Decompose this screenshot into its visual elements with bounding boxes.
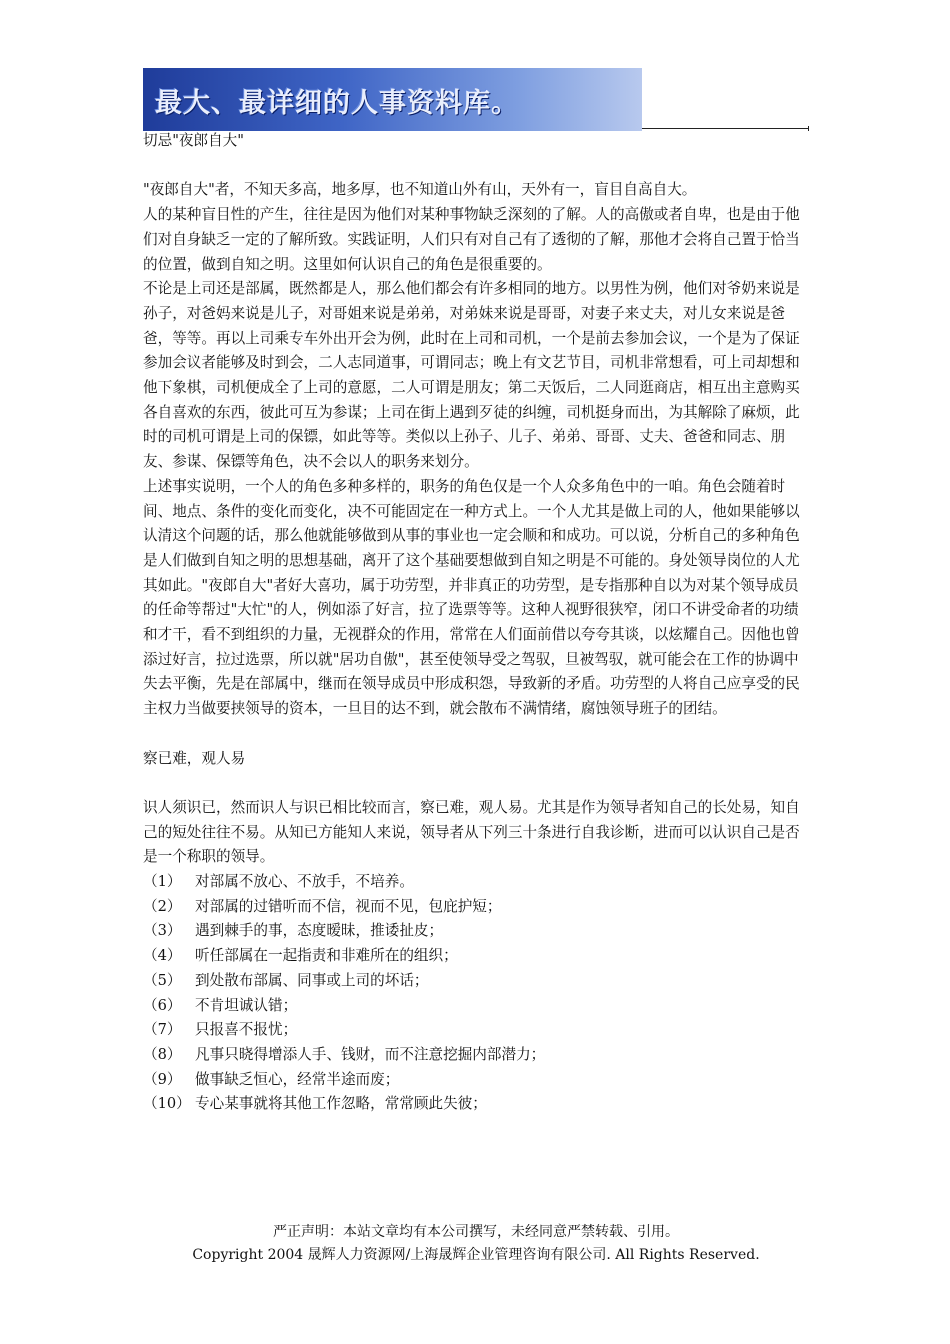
list-text: 凡事只晓得增添人手、钱财，而不注意挖掘内部潜力； — [195, 1045, 546, 1063]
header-banner — [143, 68, 642, 131]
footer-disclaimer: 严正声明：本站文章均有本公司撰写，未经同意严禁转载、引用。 — [273, 1224, 679, 1240]
list-number: （4） — [143, 947, 182, 965]
list-text: 做事缺乏恒心，经常半途而废； — [195, 1070, 400, 1088]
list-number: （2） — [143, 897, 182, 915]
list-text: 遇到棘手的事，态度暧昧，推诿扯皮； — [195, 922, 444, 940]
list-item — [143, 944, 809, 969]
list-number: （1） — [143, 873, 182, 891]
list-item — [143, 895, 809, 920]
list-number: （7） — [143, 1021, 182, 1039]
list-text: 到处散布部属、同事或上司的坏话； — [195, 971, 429, 989]
list-number: （10） — [143, 1095, 191, 1113]
paragraph: 上述事实说明，一个人的角色多种多样的，职务的角色仅是一个人众多角色中的一咱。角色会随着时间、地点、条件的变化而变化，决不可能固定在一种方式上。一个人尤其是做上司的人，他如果能够以认清这个问题的话，那么他就能够做到从事的事业也一定会顺和和成功。可以说，分析自己的多种角色是人们做到自知之明的思想基础，离开了这个基础要想做到自知之明是不可能的。身处领导岗位的人尤其如此。"夜郎自大"者好大喜功，属于功劳型，并非真正的功劳型，是专指那种自以为对某个领导成员的任命等帮过"大忙"的人，例如添了好言，拉了选票等等。这种人视野很狭窄，闭口不讲受命者的功绩和才干，看不到组织的力量，无视群众的作用，常常在人们面前借以夸夸其谈，以炫耀自己。因他也曾添过好言，拉过选票，所以就"居功自傲"，甚至使领导受之驾驭，旦被驾驭，就可能会在工作的协调中失去平衡，先是在部属中，继而在领导成员中形成积怨，导致新的矛盾。功劳型的人将自己应享受的民主权力当做要挟领导的资本，一旦目的达不到，就会散布不满情绪，腐蚀领导班子的团结。 — [143, 477, 800, 718]
section-title: 察已难，观人易 — [143, 749, 246, 767]
paragraph: 人的某种盲目性的产生，往往是因为他们对某种事物缺乏深刻的了解。人的高傲或者自卑，也是由于他们对自身缺乏一定的了解所致。实践证明，人们只有对自己有了透彻的了解，那他才会将自己置于恰当的位置，做到自知之明。这里如何认识自己的角色是很重要的。 — [143, 206, 800, 273]
list-text: 专心某事就将其他工作忽略，常常顾此失彼； — [195, 1095, 487, 1113]
list-number: （9） — [143, 1070, 182, 1088]
footer-copyright: Copyright 2004 晟辉人力资源网/上海晟辉企业管理咨询有限公司. All Rights Reserved. — [192, 1247, 760, 1263]
list-text: 听任部属在一起指责和非难所在的组织； — [195, 947, 458, 965]
list-item — [143, 870, 809, 895]
list-number: （5） — [143, 971, 182, 989]
list-item — [143, 994, 809, 1019]
paragraph: 不论是上司还是部属，既然都是人，那么他们都会有许多相同的地方。以男性为例，他们对爷奶来说是孙子，对爸妈来说是儿子，对哥姐来说是弟弟，对弟妹来说是哥哥，对妻子来丈夫，对儿女来说是爸爸，等等。再以上司乘专车外出开会为例，此时在上司和司机，一个是前去参加会议，一个是为了保证参加会议者能够及时到会，二人志同道事，可谓同志；晚上有文艺节目，司机非常想看，可上司却想和他下象棋，司机便成全了上司的意愿，二人可谓是朋友；第二天饭后，二人同逛商店，相互出主意购买各自喜欢的东西，彼此可互为参谋；上司在街上遇到歹徒的纠缠，司机挺身而出，为其解除了麻烦，此时的司机可谓是上司的保镖，如此等等。类似以上孙子、儿子、弟弟、哥哥、丈夫、爸爸和同志、朋友、参谋、保镖等角色，决不会以人的职务来划分。 — [143, 280, 800, 471]
list-text: 对部属不放心、不放手，不培养。 — [195, 873, 414, 891]
paragraph: "夜郎自大"者，不知天多高，地多厚，也不知道山外有山，天外有一，盲目自高自大。 — [143, 181, 697, 199]
banner-title: 最大、最详细的人事资料库。 — [155, 88, 519, 119]
section-title: 切忌"夜郎自大" — [143, 132, 244, 149]
page-footer — [143, 1221, 809, 1267]
list-number: （3） — [143, 922, 182, 940]
list-item — [143, 1068, 809, 1093]
list-number: （6） — [143, 996, 182, 1014]
list-item — [143, 919, 809, 944]
list-item — [143, 1092, 809, 1117]
list-item — [143, 969, 809, 994]
list-item — [143, 1018, 809, 1043]
paragraph: 识人须识已，然而识人与识已相比较而言，察已难，观人易。尤其是作为领导者知自己的长处易，知自己的短处往往不易。从知已方能知人来说，领导者从下列三十条进行自我诊断，进而可以认识自己是否是一个称职的领导。 — [143, 798, 800, 866]
list-text: 只报喜不报忧； — [195, 1021, 298, 1039]
list-number: （8） — [143, 1045, 182, 1063]
list-item — [143, 1043, 809, 1068]
list-text: 不肯坦诚认错； — [195, 996, 298, 1014]
list-text: 对部属的过错听而不信，视而不见，包庇护短； — [195, 897, 502, 915]
article-body — [143, 129, 809, 1117]
